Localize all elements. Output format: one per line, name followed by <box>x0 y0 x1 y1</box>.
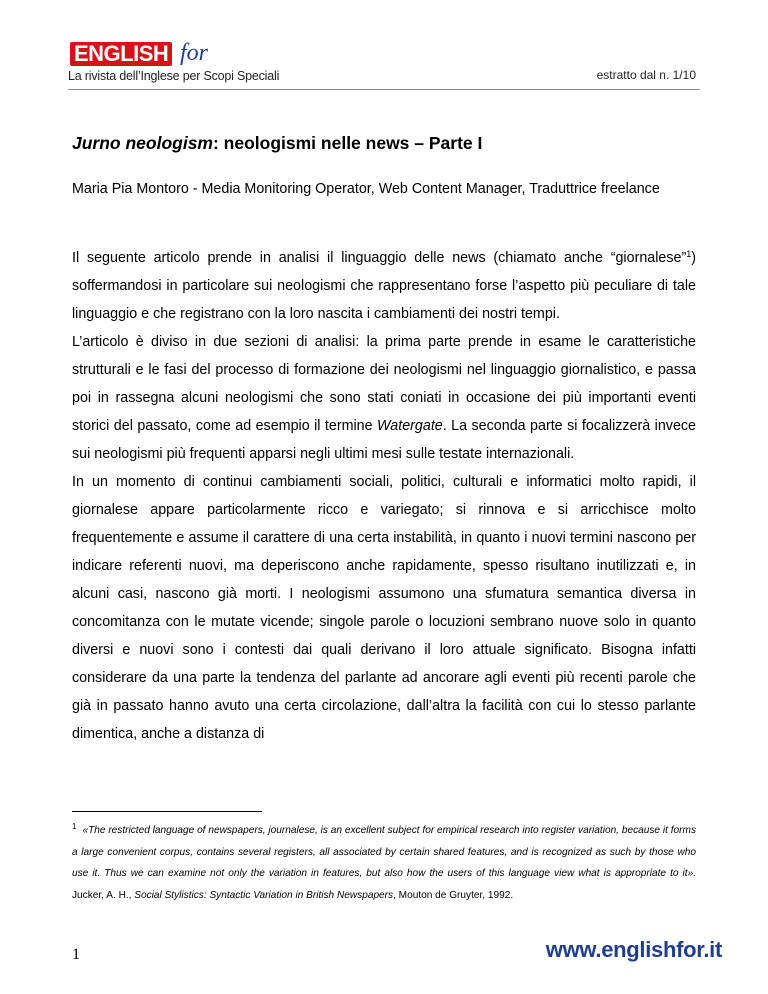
paragraph-2 <box>72 328 696 468</box>
paragraph-1 <box>72 244 696 328</box>
author-line: Maria Pia Montoro - Media Monitoring Operator, Web Content Manager, Traduttrice freelance <box>72 181 660 197</box>
header-divider <box>68 89 700 90</box>
footnote-book-title: Social Stylistics: Syntactic Variation in British Newspapers <box>134 889 394 901</box>
issue-extract: estratto dal n. 1/10 <box>596 68 696 82</box>
p1-text-b: ) soffermandosi in particolare sui neologismi che rappresentano forse l’aspetto più peculiare di tale linguaggio e che registrano con la loro nascita i cambiamenti dei nostri tempi. <box>72 250 696 322</box>
paragraph-3: In un momento di continui cambiamenti sociali, politici, culturali e informatici molto rapidi, il giornalese appare particolarmente ricco e variegato; si rinnova e si arricchisce molto frequentemente e assume il carattere di una certa instabilità, in quanto i nuovi termini nascono per indicare referenti nuovi, ma deperiscono anche rapidamente, spesso risultano inutilizzati e, in alcuni casi, nascono già morti. I neologismi assumono una sfumatura semantica diversa in concomitanza con le mutate vicende; singole parole o locuzioni sembrano nuove solo in quanto diversi e nuovi sono i contesti dai quali derivano il loro attuale significato. Bisogna infatti considerare da una parte la tendenza del parlante ad ancorare agli eventi più recenti parole che già in passato hanno avuto una certa circolazione, dall’altra la facilità con cui lo stesso parlante dimentica, anche a distanza di <box>72 474 696 742</box>
logo-english: ENGLISH <box>70 42 172 66</box>
page-number: 1 <box>72 946 80 963</box>
p1-text-a: Il seguente articolo prende in analisi il linguaggio delle news (chiamato anche “giornalese” <box>72 250 687 266</box>
p2-text-b: . La seconda parte si focalizzerà invece sui neologismi più frequenti apparsi negli ultimi mesi sulle testate internazionali. <box>72 418 696 462</box>
title-italic: Jurno neologism <box>72 133 213 153</box>
title-rest: : neologismi nelle news – Parte I <box>212 133 483 153</box>
footnote-quote: «The restricted language of newspapers, journalese, is an excellent subject for empirical research into register variation, because it forms a large convenient corpus, contains several registers, all associated by certain shared features, and is recognized as such by those who use it. Thus we can examine not only the variation in features, but also how the users of this language view what is appropriate to it». <box>72 825 696 879</box>
article-title <box>72 133 482 154</box>
magazine-tagline: La rivista dell’Inglese per Scopi Speciali <box>68 69 280 83</box>
logo-for: for <box>180 40 209 66</box>
website-link[interactable]: www.englishfor.it <box>545 937 722 962</box>
article-body <box>72 244 696 748</box>
footnote-ref-a: Jucker, A. H., <box>72 889 135 901</box>
p2-italic-term: Watergate <box>377 418 443 434</box>
footnote-number: 1 <box>72 822 77 831</box>
p2-text-a: L’articolo è diviso in due sezioni di analisi: la prima parte prende in esame le caratteristiche strutturali e le fasi del processo di formazione dei neologismi nel linguaggio giornalistico, e passa poi in rassegna alcuni neologismi che sono stati coniati in occasione dei più importanti eventi storici del passato, come ad esempio il termine <box>72 334 696 434</box>
footnote-ref[interactable]: 1 <box>686 249 692 259</box>
footnote <box>72 820 696 906</box>
footnote-divider <box>72 811 262 812</box>
footnote-ref-b: , Mouton de Gruyter, 1992. <box>393 889 514 901</box>
